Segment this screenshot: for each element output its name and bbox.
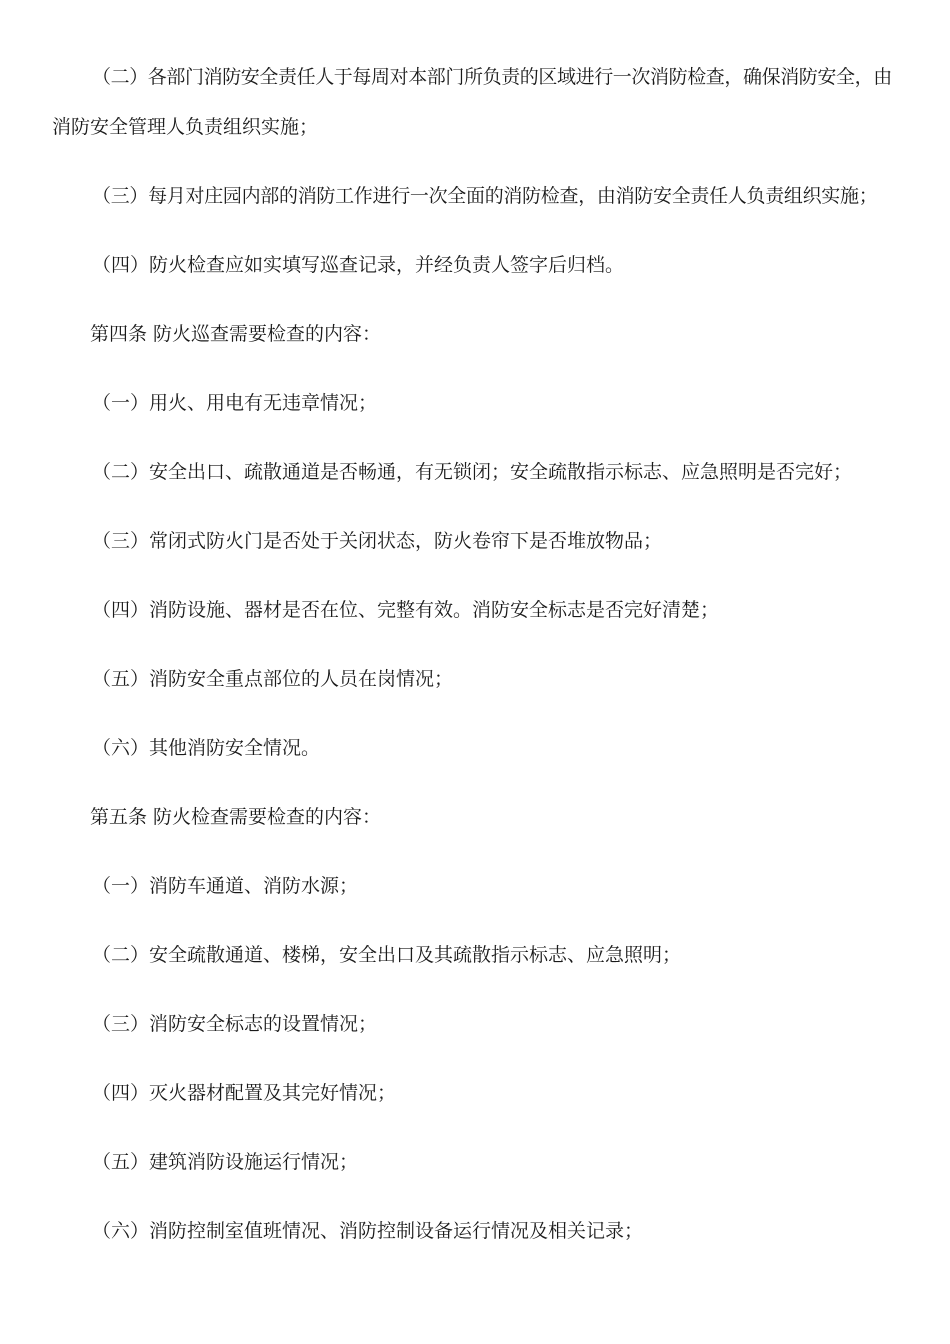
paragraph-line: （四）防火检查应如实填写巡查记录，并经负责人签字后归档。: [92, 254, 625, 276]
list-item: （五）消防安全重点部位的人员在岗情况；: [92, 668, 454, 690]
list-item: （四）灭火器材配置及其完好情况；: [92, 1082, 397, 1104]
list-item: （六）其他消防安全情况。: [92, 737, 321, 759]
list-item: （二）安全疏散通道、楼梯，安全出口及其疏散指示标志、应急照明；: [92, 944, 682, 966]
list-item: （五）建筑消防设施运行情况；: [92, 1151, 359, 1173]
list-item: （六）消防控制室值班情况、消防控制设备运行情况及相关记录；: [92, 1220, 644, 1242]
list-item: （三）常闭式防火门是否处于关闭状态，防火卷帘下是否堆放物品；: [92, 530, 663, 552]
list-item: （三）消防安全标志的设置情况；: [92, 1013, 378, 1035]
list-item: （一）用火、用电有无违章情况；: [92, 392, 378, 414]
paragraph-line: 消防安全管理人负责组织实施；: [52, 116, 319, 138]
list-item: （二）安全出口、疏散通道是否畅通，有无锁闭；安全疏散指示标志、应急照明是否完好；: [92, 461, 853, 483]
paragraph-line: （二）各部门消防安全责任人于每周对本部门所负责的区域进行一次消防检查，确保消防安全，由: [92, 66, 892, 88]
list-item: （四）消防设施、器材是否在位、完整有效。消防安全标志是否完好清楚；: [92, 599, 720, 621]
article-heading: 第四条 防火巡查需要检查的内容：: [90, 323, 382, 345]
article-heading: 第五条 防火检查需要检查的内容：: [90, 806, 382, 828]
paragraph-line: （三）每月对庄园内部的消防工作进行一次全面的消防检查，由消防安全责任人负责组织实施；: [92, 185, 878, 207]
list-item: （一）消防车通道、消防水源；: [92, 875, 359, 897]
